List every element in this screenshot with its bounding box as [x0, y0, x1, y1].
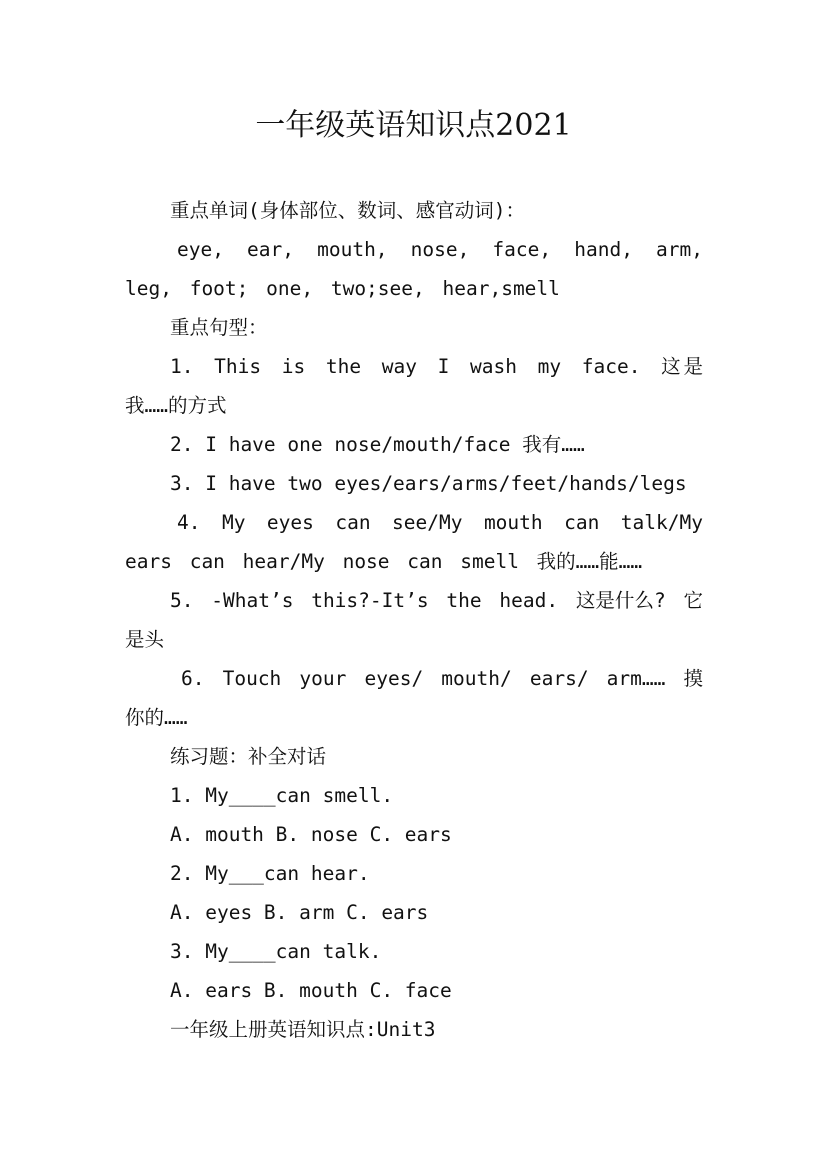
- exercise-options-1: A. mouth B. nose C. ears: [170, 823, 452, 846]
- key-words-heading: 重点单词(身体部位、数词、感官动词)：: [170, 199, 525, 222]
- exercise-heading: 练习题：补全对话: [170, 745, 327, 768]
- exercise-question-3: 3. My____can talk.: [170, 940, 382, 963]
- exercise-question-2: 2. My___can hear.: [170, 862, 370, 885]
- exercise-options-3: A. ears B. mouth C. face: [170, 979, 452, 1002]
- sentence-4: 4. My eyes can see/My mouth can talk/My ears can hear/My nose can smell 我的……能……: [125, 511, 703, 573]
- exercise-options-2: A. eyes B. arm C. ears: [170, 901, 429, 924]
- sentence-5: 5. -What’s this?-It’s the head. 这是什么? 它是头: [125, 589, 703, 651]
- key-sentences-heading: 重点句型：: [170, 316, 268, 339]
- exercise-question-1: 1. My____can smell.: [170, 784, 394, 807]
- key-words-list: eye, ear, mouth, nose, face, hand, arm, leg, foot; one, two;see, hear,smell: [125, 238, 703, 300]
- sentence-3: 3. I have two eyes/ears/arms/feet/hands/legs: [170, 472, 687, 495]
- sentence-1: 1. This is the way I wash my face. 这是我……的方式: [125, 355, 703, 417]
- unit-heading: 一年级上册英语知识点:Unit3: [170, 1018, 436, 1041]
- document-body: [125, 191, 703, 1049]
- sentence-6: 6. Touch your eyes/ mouth/ ears/ arm…… 摸你的……: [125, 667, 703, 729]
- sentence-2: 2. I have one nose/mouth/face 我有……: [170, 433, 585, 456]
- document-title: 一年级英语知识点2021: [255, 108, 572, 143]
